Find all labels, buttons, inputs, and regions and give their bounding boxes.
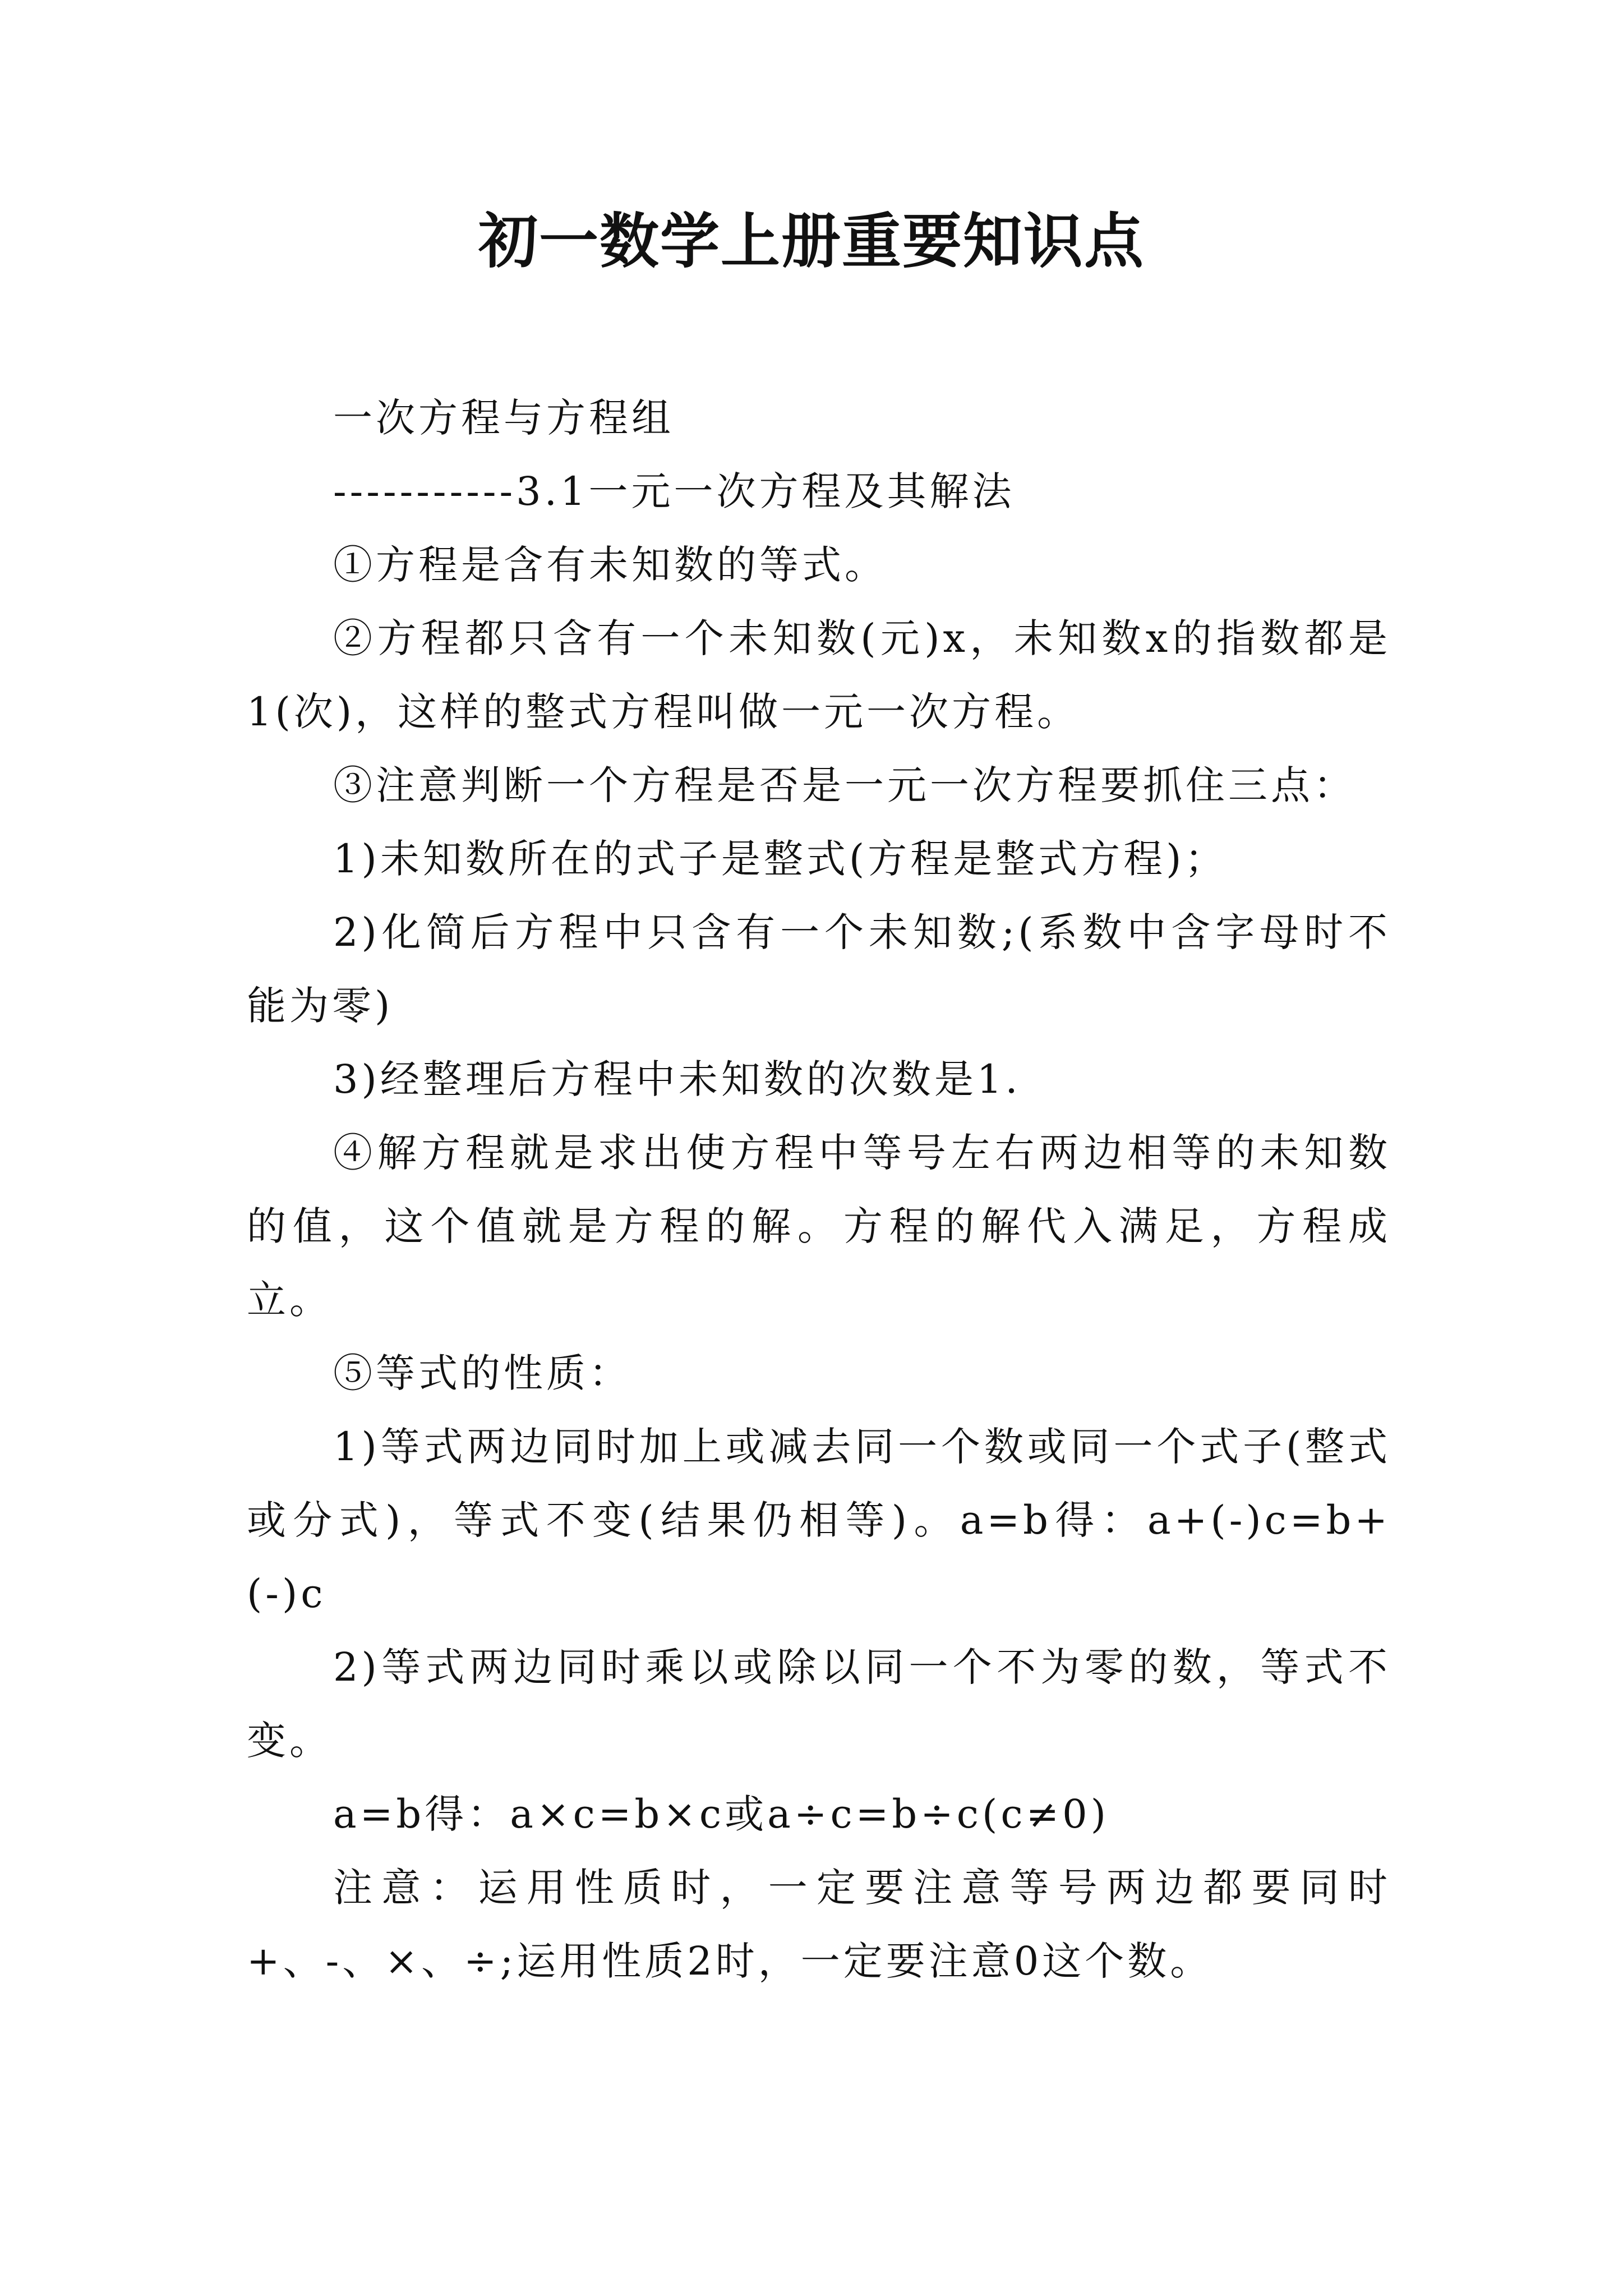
- note-paragraph: 注意：运用性质时，一定要注意等号两边都要同时+、-、×、÷;运用性质2时，一定要注意0这个数。: [247, 1865, 1391, 1984]
- section-heading: 一次方程与方程组: [333, 395, 674, 441]
- paragraph-5: ⑤等式的性质：: [333, 1350, 631, 1396]
- page-title: 初一数学上册重要知识点: [478, 206, 1145, 276]
- paragraph-5-point-1: 1)等式两边同时加上或减去同一个数或同一个式子(整式或分式)，等式不变(结果仍相等)。a=b得：a+(-)c=b+(-)c: [247, 1424, 1391, 1617]
- formula-line: a=b得：a×c=b×c或a÷c=b÷c(c≠0): [333, 1791, 1110, 1837]
- paragraph-5-point-2: 2)等式两边同时乘以或除以同一个不为零的数，等式不变。: [247, 1644, 1391, 1764]
- paragraph-1: ①方程是含有未知数的等式。: [333, 542, 887, 588]
- document-body: [247, 381, 1391, 1998]
- paragraph-2: ②方程都只含有一个未知数(元)x，未知数x的指数都是1(次)，这样的整式方程叫做一元一次方程。: [247, 615, 1391, 735]
- paragraph-3-point-3: 3)经整理后方程中未知数的次数是1.: [333, 1056, 1021, 1102]
- subsection-heading: -----------3.1一元一次方程及其解法: [333, 468, 1015, 514]
- paragraph-4: ④解方程就是求出使方程中等号左右两边相等的未知数的值，这个值就是方程的解。方程的解代入满足，方程成立。: [247, 1130, 1391, 1323]
- paragraph-3-point-1: 1)未知数所在的式子是整式(方程是整式方程)；: [333, 836, 1228, 882]
- paragraph-3: ③注意判断一个方程是否是一元一次方程要抓住三点：: [333, 762, 1356, 808]
- paragraph-3-point-2: 2)化简后方程中只含有一个未知数;(系数中含字母时不能为零): [247, 909, 1391, 1029]
